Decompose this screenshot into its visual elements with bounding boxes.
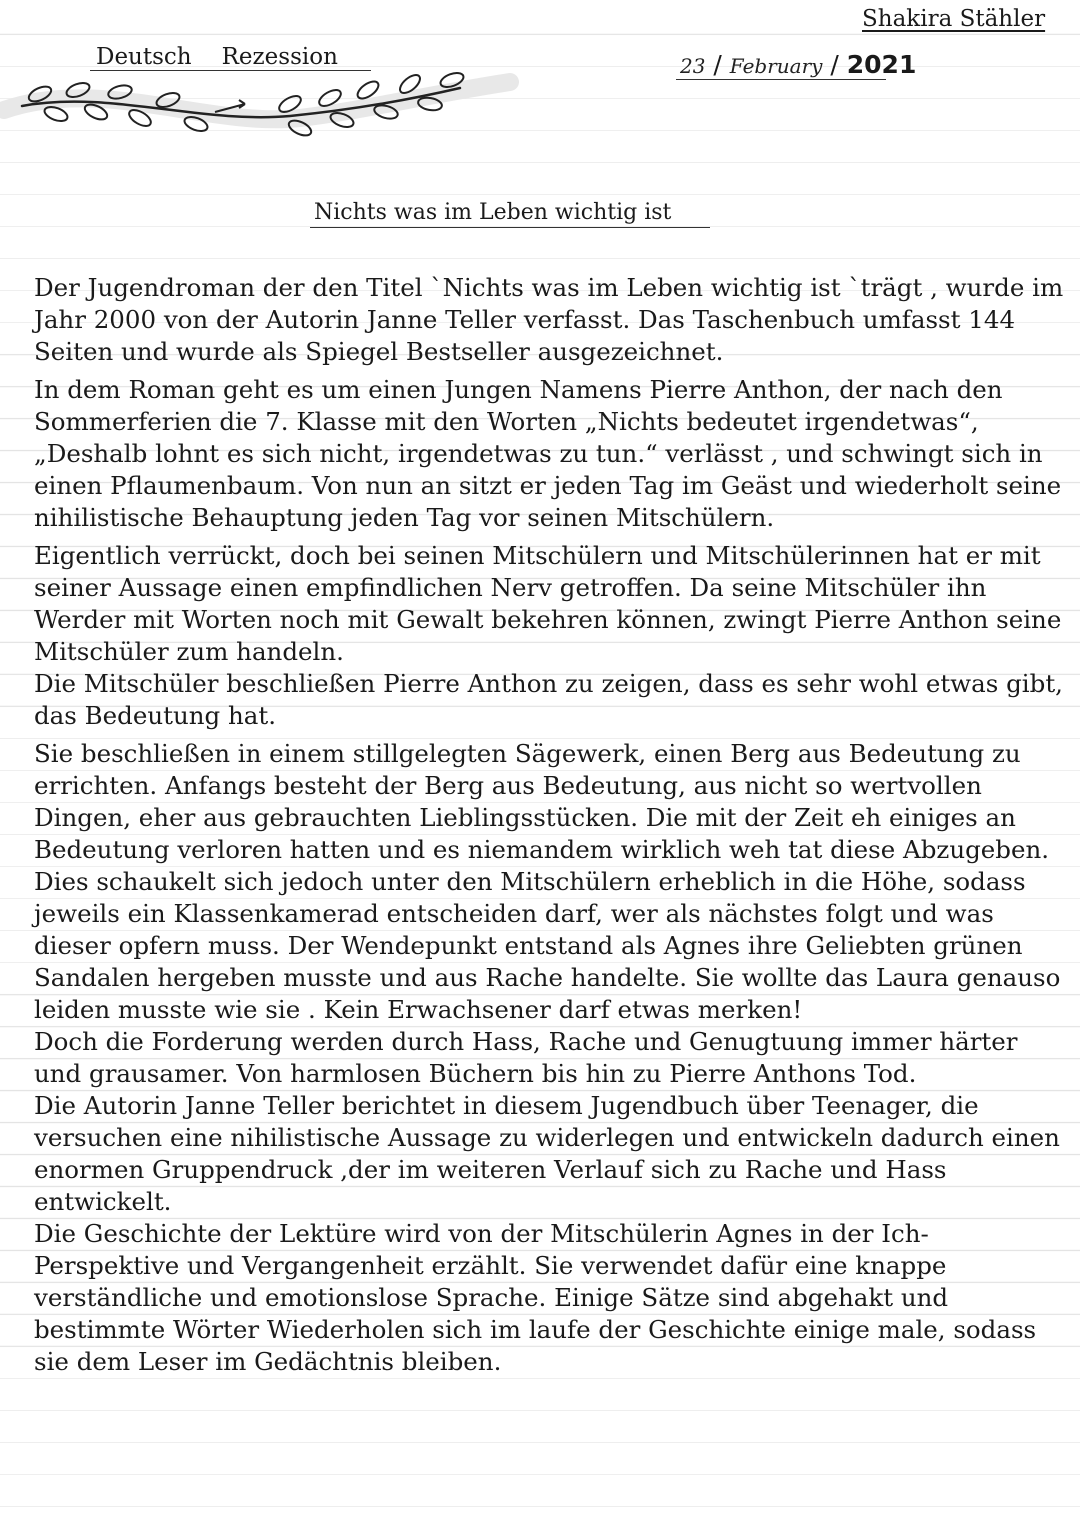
paragraph: In dem Roman geht es um einen Jungen Namens Pierre Anthon, der nach den Sommerferien die 7. Klasse mit den Worten „Nichts bedeutet irgendetwas“, „Deshalb lohnt es sich nicht, irgendetwas zu tun.“ verlässt , und schwingt sich in einen Pflaumenbaum. Von nun an sitzt er jeden Tag im Geäst und wiederholt seine nihilistische Behauptung jeden Tag vor seinen Mitschülern.	[34, 375, 1062, 532]
review-body	[34, 272, 1064, 1378]
paragraph: Die Autorin Janne Teller berichtet in diesem Jugendbuch über Teenager, die versuchen eine nihilistische Aussage zu widerlegen und entwickeln dadurch einen enormen Gruppendruck ,der im weiteren Verlauf sich zu Rache und Hass entwickelt.	[34, 1091, 1060, 1216]
document-type-label: Rezession	[221, 44, 338, 70]
author-name: Shakira Stähler	[862, 6, 1046, 32]
paragraph: Die Mitschüler beschließen Pierre Anthon zu zeigen, dass es sehr wohl etwas gibt, das Bedeutung hat.	[34, 669, 1063, 730]
vine-ornament-icon	[0, 68, 520, 148]
date-month: February	[729, 54, 823, 78]
date: 23 / February / 2021	[676, 50, 886, 80]
paragraph: Eigentlich verrückt, doch bei seinen Mitschülern und Mitschülerinnen hat er mit seiner Aussage einen empfindlichen Nerv getroffen. Da seine Mitschüler ihn Werder mit Worten noch mit Gewalt bekehren können, zwingt Pierre Anthon seine Mitschüler zum handeln.	[34, 541, 1062, 666]
subject-label: Deutsch	[96, 44, 192, 70]
paragraph: Der Jugendroman der den Titel `Nichts was im Leben wichtig ist `trägt , wurde im Jahr 2000 von der Autorin Janne Teller verfasst. Das Taschenbuch umfasst 144 Seiten und wurde als Spiegel Bestseller ausgezeichnet.	[34, 273, 1064, 366]
subject-header	[90, 44, 371, 71]
paragraph: Sie beschließen in einem stillgelegten Sägewerk, einen Berg aus Bedeutung zu errichten. Anfangs besteht der Berg aus Bedeutung, aus nicht so wertvollen Dingen, eher aus gebrauchten Lieblingsstücken. Die mit der Zeit eh einiges an Bedeutung verloren hatten und es niemandem wirklich weh tat diese Abzugeben. Dies schaukelt sich jedoch unter den Mitschülern erheblich in die Höhe, sodass jeweils ein Klassenkamerad entscheiden darf, wer als nächstes folgt und was dieser opfern muss. Der Wendepunkt entstand als Agnes ihre Geliebten grünen Sandalen hergeben musste und aus Rache handelte. Sie wollte das Laura genauso leiden musste wie sie . Kein Erwachsener darf etwas merken!	[34, 739, 1061, 1024]
paragraph: Die Geschichte der Lektüre wird von der Mitschülerin Agnes in der Ich-Perspektive und Vergangenheit erzählt. Sie verwendet dafür eine knappe verständliche und emotionslose Sprache. Einige Sätze sind abgehakt und bestimmte Wörter Wiederholen sich im laufe der Geschichte einige male, sodass sie dem Leser im Gedächtnis bleiben.	[34, 1219, 1037, 1376]
date-day: 23	[680, 54, 706, 78]
paragraph: Doch die Forderung werden durch Hass, Rache und Genugtuung immer härter und grausamer. Von harmlosen Büchern bis hin zu Pierre Anthons Tod.	[34, 1027, 1018, 1088]
document-title: Nichts was im Leben wichtig ist	[310, 200, 710, 228]
date-year: 2021	[846, 50, 917, 79]
